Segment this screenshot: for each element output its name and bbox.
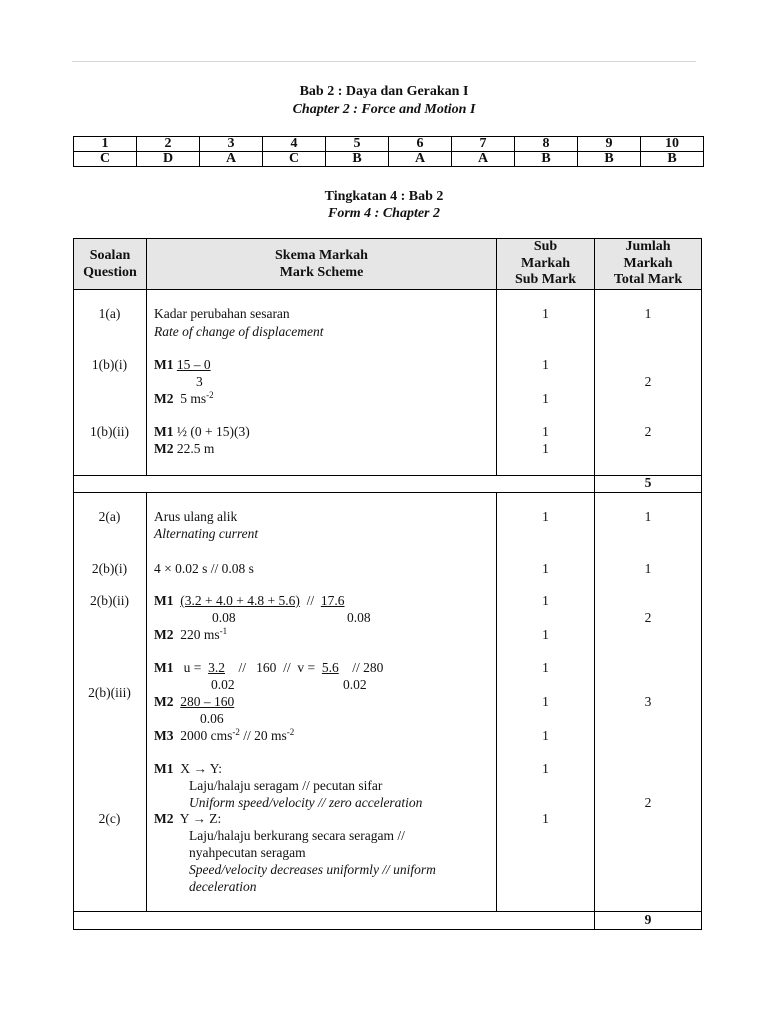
- sub-mark: 1: [542, 509, 549, 524]
- header-question-malay: Soalan: [89, 248, 131, 263]
- fraction-numerator: (3.2 + 4.0 + 4.8 + 5.6): [180, 593, 300, 608]
- header-sub-mark-line: Sub Mark: [514, 272, 577, 287]
- answer-value: // 20 ms: [239, 728, 287, 743]
- row-divider: [73, 492, 702, 493]
- velocity-label: u =: [183, 660, 202, 675]
- answer-letter: B: [641, 152, 704, 167]
- question-total: 9: [644, 912, 652, 927]
- fraction-numerator: 5.6: [321, 660, 339, 675]
- answer-text: 4 × 0.02 s // 0.08 s: [154, 561, 254, 576]
- answer-value: 220 ms: [180, 627, 220, 642]
- header-scheme: [147, 248, 496, 281]
- total-mark: 2: [644, 610, 652, 625]
- sub-mark: 1: [542, 593, 549, 608]
- answer-letter: D: [137, 152, 200, 167]
- header-total-mark-line: Jumlah: [625, 239, 671, 254]
- header-question: [74, 248, 146, 281]
- question-label: 1(a): [98, 306, 121, 321]
- question-number: 9: [578, 137, 641, 152]
- question-number: 1: [74, 137, 137, 152]
- fraction-numerator: 280 – 160: [180, 694, 235, 709]
- fraction-denominator: 0.08: [347, 610, 371, 625]
- answer-letter: A: [452, 152, 515, 167]
- answer-value: // 160 // v =: [238, 660, 316, 675]
- total-mark: 2: [644, 795, 652, 810]
- question-number: 6: [389, 137, 452, 152]
- header-total-mark-line: Total Mark: [613, 272, 683, 287]
- question-number: 5: [326, 137, 389, 152]
- question-number: 3: [200, 137, 263, 152]
- chapter-title-english: Chapter 2 : Force and Motion I: [292, 102, 476, 117]
- mark-line: [154, 727, 294, 744]
- mark-line: [154, 440, 214, 457]
- question-label: 2(b)(i): [91, 561, 128, 576]
- total-mark: 2: [644, 374, 652, 389]
- answer-text: Arus ulang alik: [154, 509, 238, 524]
- mark-line: [154, 760, 222, 777]
- mark-code: M1: [154, 593, 174, 608]
- answer-value: // 280: [352, 660, 384, 675]
- answer-grid-answers: [74, 152, 704, 167]
- fraction-denominator: 0.02: [211, 677, 235, 692]
- exponent: -2: [206, 390, 214, 400]
- transition-label: X → Y:: [180, 761, 223, 776]
- sub-mark: 1: [542, 561, 549, 576]
- answer-letter: B: [515, 152, 578, 167]
- fraction-numerator: 15 – 0: [176, 357, 211, 372]
- sub-mark: 1: [542, 761, 549, 776]
- answer-text: Alternating current: [154, 526, 259, 541]
- top-divider: [72, 61, 696, 62]
- sub-mark: 1: [542, 357, 549, 372]
- answer-grid-numbers: [74, 137, 704, 152]
- header-question-english: Question: [83, 264, 137, 280]
- answer-text: Laju/halaju berkurang secara seragam //: [189, 828, 405, 843]
- mark-code: M1: [154, 761, 174, 776]
- mark-code: M2: [154, 441, 174, 456]
- mark-code: M3: [154, 728, 174, 743]
- answer-text: nyahpecutan seragam: [189, 845, 306, 860]
- total-mark: 1: [644, 561, 652, 576]
- header-scheme-malay: Skema Markah: [275, 248, 368, 263]
- question-label: 1(b)(i): [91, 357, 128, 372]
- fraction-numerator: 17.6: [320, 593, 345, 608]
- total-mark: 1: [644, 509, 652, 524]
- answer-letter: B: [578, 152, 641, 167]
- header-sub-mark-line: Markah: [521, 255, 570, 271]
- mark-code: M2: [154, 694, 174, 709]
- answer-text: Kadar perubahan sesaran: [154, 306, 290, 321]
- question-number: 4: [263, 137, 326, 152]
- question-label: 2(c): [98, 811, 121, 826]
- question-label: 2(a): [98, 509, 121, 524]
- transition-label: Y → Z:: [179, 811, 222, 826]
- header-total-mark-line: Markah: [623, 255, 673, 271]
- header-scheme-english: Mark Scheme: [279, 264, 364, 280]
- answer-letter: C: [263, 152, 326, 167]
- answer-letter: C: [74, 152, 137, 167]
- answer-letter: A: [200, 152, 263, 167]
- question-label: 2(b)(ii): [90, 593, 129, 608]
- answer-grid: [73, 136, 704, 167]
- header-total-mark: [595, 239, 701, 289]
- sub-mark: 1: [542, 627, 549, 642]
- fraction-denominator: 0.06: [200, 711, 224, 726]
- answer-letter: B: [326, 152, 389, 167]
- exponent: -2: [232, 727, 240, 737]
- row-divider: [73, 289, 702, 290]
- answer-text: Uniform speed/velocity // zero acceleration: [189, 795, 423, 810]
- sub-mark: 1: [542, 424, 549, 439]
- mark-line: [154, 356, 211, 373]
- form-title-malay: Tingkatan 4 : Bab 2: [324, 189, 444, 204]
- answer-text: Speed/velocity decreases uniformly // uniform: [189, 862, 436, 877]
- question-label: 1(b)(ii): [90, 424, 129, 439]
- answer-value: 5 ms: [180, 391, 207, 406]
- col-divider: [146, 492, 147, 912]
- answer-letter: A: [389, 152, 452, 167]
- fraction-denominator: 0.02: [343, 677, 367, 692]
- mark-code: M1: [154, 424, 174, 439]
- question-label: 2(b)(iii): [88, 685, 131, 700]
- total-mark: 1: [644, 306, 652, 321]
- mark-line: [154, 390, 214, 407]
- sub-mark: 1: [542, 306, 549, 321]
- sub-mark: 1: [542, 728, 549, 743]
- header-sub-mark: [497, 239, 594, 289]
- separator: //: [306, 593, 315, 608]
- question-number: 2: [137, 137, 200, 152]
- mark-line: [154, 693, 234, 710]
- fraction-denominator: 0.08: [212, 610, 236, 625]
- question-number: 10: [641, 137, 704, 152]
- chapter-title-malay: Bab 2 : Daya dan Gerakan I: [299, 84, 469, 99]
- answer-text: deceleration: [189, 879, 257, 894]
- header-sub-mark-line: Sub: [533, 239, 558, 254]
- mark-code: M1: [154, 357, 174, 372]
- sub-mark: 1: [542, 811, 549, 826]
- mark-line: [154, 626, 227, 643]
- answer-text: Laju/halaju seragam // pecutan sifar: [189, 778, 383, 793]
- exponent: -2: [286, 727, 295, 737]
- answer-value: 2000 cms: [180, 728, 233, 743]
- form-title-english: Form 4 : Chapter 2: [327, 206, 440, 221]
- question-number: 8: [515, 137, 578, 152]
- mark-code: M1: [154, 660, 174, 675]
- mark-line: [154, 423, 250, 440]
- sub-mark: 1: [542, 441, 549, 456]
- total-mark: 3: [644, 694, 652, 709]
- question-total: 5: [644, 475, 652, 490]
- answer-value: 22.5 m: [176, 441, 215, 456]
- mark-code: M2: [154, 627, 174, 642]
- answer-value: ½ (0 + 15)(3): [176, 424, 250, 439]
- sub-mark: 1: [542, 694, 549, 709]
- answer-text: Rate of change of displacement: [154, 324, 324, 339]
- mark-line: [154, 810, 221, 827]
- col-divider: [594, 238, 595, 930]
- total-mark: 2: [644, 424, 652, 439]
- mark-code: M2: [154, 811, 174, 826]
- fraction-denominator: 3: [196, 374, 203, 389]
- mark-line: [154, 592, 344, 609]
- sub-mark: 1: [542, 660, 549, 675]
- mark-code: M2: [154, 391, 174, 406]
- exponent: -1: [219, 626, 228, 636]
- sub-mark: 1: [542, 391, 549, 406]
- question-number: 7: [452, 137, 515, 152]
- mark-line: [154, 659, 383, 676]
- fraction-numerator: 3.2: [208, 660, 225, 675]
